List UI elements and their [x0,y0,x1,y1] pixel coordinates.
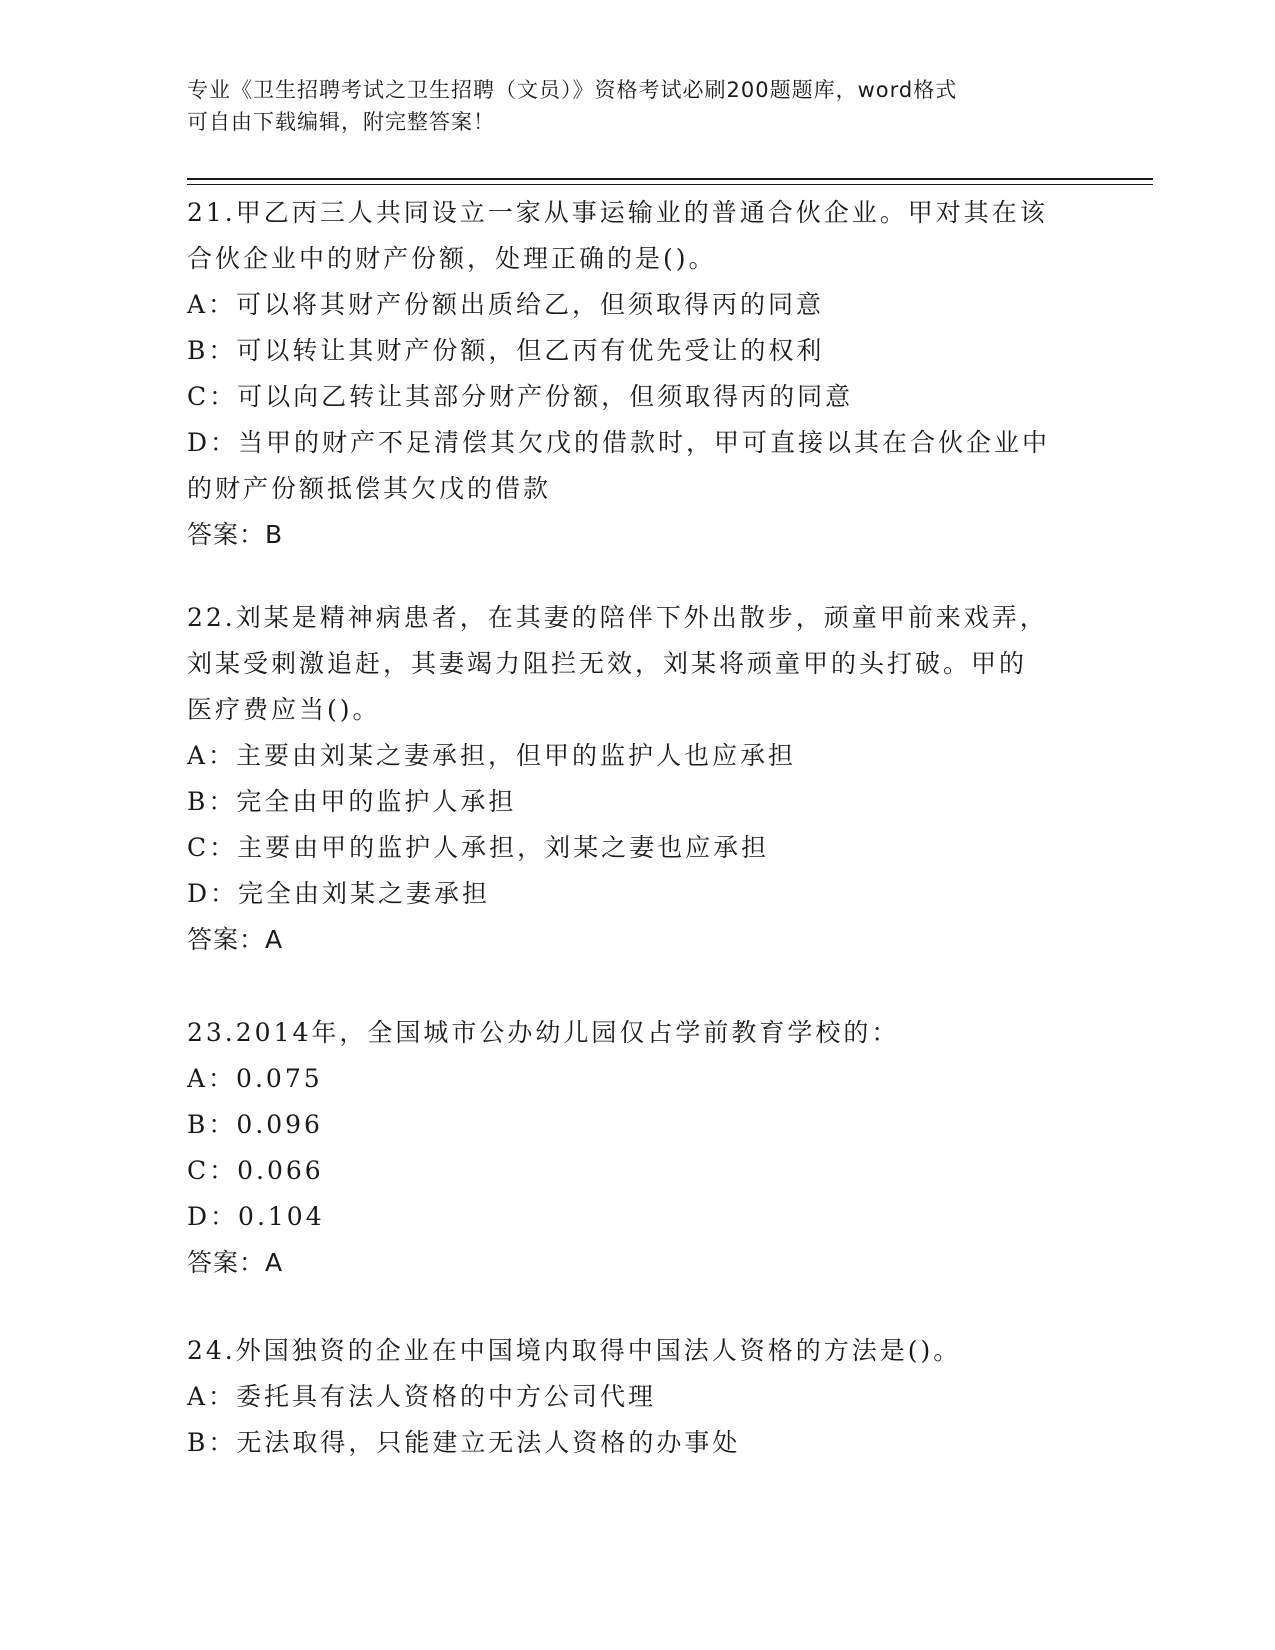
option-d: D：完全由刘某之妻承担 [187,879,491,908]
option-d-continued: 的财产份额抵偿其欠戊的借款 [187,474,552,503]
question-23 [187,1010,1087,1286]
question-text: 刘某受刺激追赶，其妻竭力阻拦无效，刘某将顽童甲的头打破。甲的 [187,649,1028,678]
option-c: C：0.066 [187,1156,324,1185]
header-line-1: 专业《卫生招聘考试之卫生招聘（文员）》资格考试必刷200题题库，word格式 [187,78,958,102]
option-b: B：可以转让其财产份额，但乙丙有优先受让的权利 [187,336,825,365]
header-divider-thin [187,184,1153,185]
question-22 [187,595,1087,963]
answer: 答案：A [187,1248,284,1277]
option-a: A：委托具有法人资格的中方公司代理 [187,1382,657,1411]
question-text: 21.甲乙丙三人共同设立一家从事运输业的普通合伙企业。甲对其在该 [187,198,1048,227]
question-text: 22.刘某是精神病患者，在其妻的陪伴下外出散步，顽童甲前来戏弄， [187,603,1048,632]
header-divider [187,178,1153,180]
question-text: 合伙企业中的财产份额，处理正确的是()。 [187,244,717,273]
question-21 [187,190,1087,558]
document-header [187,74,1067,138]
answer: 答案：A [187,925,284,954]
option-b: B：无法取得，只能建立无法人资格的办事处 [187,1428,741,1457]
option-b: B：0.096 [187,1110,323,1139]
option-d: D：0.104 [187,1202,325,1231]
question-24 [187,1328,1087,1466]
question-text: 23.2014年，全国城市公办幼儿园仅占学前教育学校的： [187,1018,900,1047]
option-c: C：可以向乙转让其部分财产份额，但须取得丙的同意 [187,382,854,411]
option-a: A：可以将其财产份额出质给乙，但须取得丙的同意 [187,290,825,319]
option-a: A：主要由刘某之妻承担，但甲的监护人也应承担 [187,741,797,770]
option-a: A：0.075 [187,1064,323,1093]
option-c: C：主要由甲的监护人承担，刘某之妻也应承担 [187,833,770,862]
answer: 答案：B [187,520,284,549]
option-d: D：当甲的财产不足清偿其欠戊的借款时，甲可直接以其在合伙企业中 [187,428,1051,457]
question-text: 医疗费应当()。 [187,695,381,724]
question-text: 24.外国独资的企业在中国境内取得中国法人资格的方法是()。 [187,1336,962,1365]
header-line-2: 可自由下载编辑，附完整答案！ [187,110,495,134]
option-b: B：完全由甲的监护人承担 [187,787,517,816]
